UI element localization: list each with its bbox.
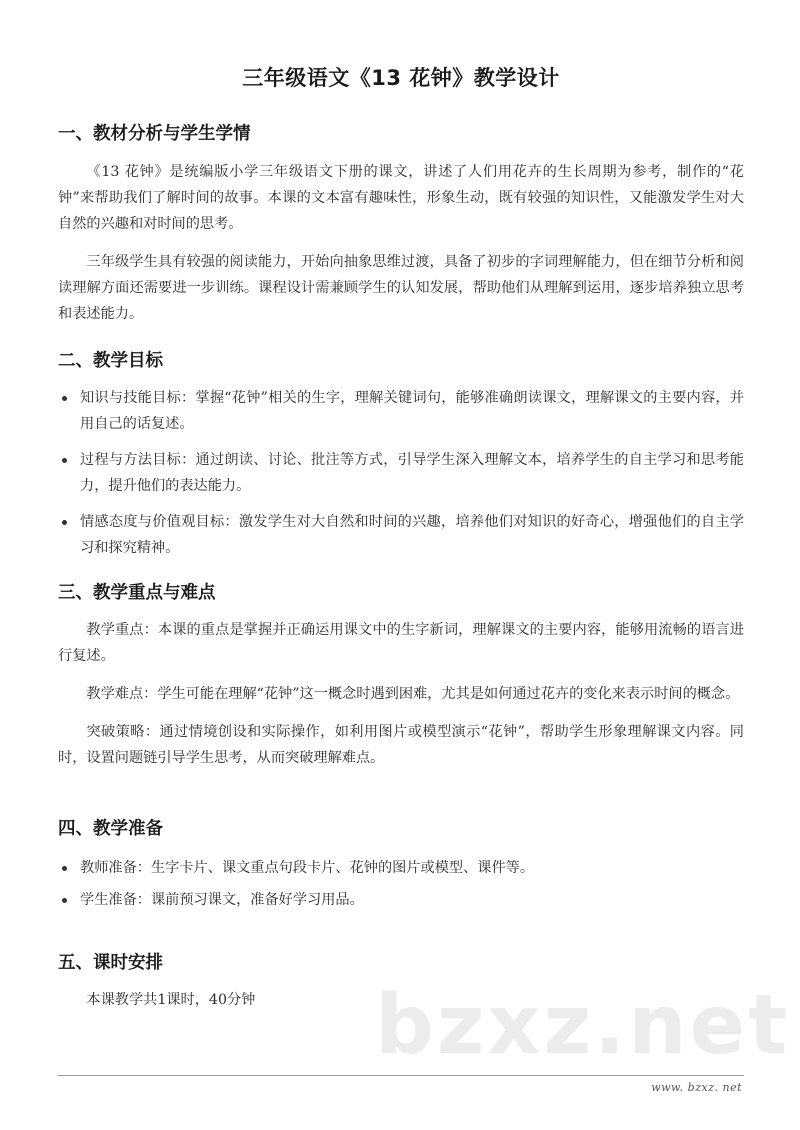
footer-url: www. bzxz. net	[651, 1081, 742, 1094]
list-item	[58, 887, 744, 913]
paragraph: 突破策略：通过情境创设和实际操作，如利用图片或模型演示“花钟”，帮助学生形象理解课文内容。同时，设置问题链引导学生思考，从而突破理解难点。	[58, 724, 744, 766]
list-item	[58, 509, 744, 561]
section-materials-analysis	[58, 122, 744, 327]
footer-divider	[58, 1075, 744, 1076]
paragraph: 教学重点：本课的重点是掌握并正确运用课文中的生字新词，理解课文的主要内容，能够用流畅的语言进行复述。	[58, 622, 744, 664]
section-teaching-goals	[58, 349, 744, 561]
bullet-icon	[62, 898, 67, 903]
goals-list	[58, 385, 744, 561]
list-item	[58, 447, 744, 499]
document-title: 三年级语文《13 花钟》教学设计	[242, 66, 560, 90]
list-item-text: 过程与方法目标：通过朗读、讨论、批注等方式，引导学生深入理解文本，培养学生的自主学习和思考能力，提升他们的表达能力。	[80, 452, 744, 494]
section-preparation	[58, 817, 744, 913]
section-heading: 四、教学准备	[58, 819, 163, 839]
section-heading: 三、教学重点与难点	[58, 583, 216, 603]
bullet-icon	[62, 396, 67, 401]
paragraph: 三年级学生具有较强的阅读能力，开始向抽象思维过渡，具备了初步的字词理解能力，但在细节分析和阅读理解方面还需要进一步训练。课程设计需兼顾学生的认知发展，帮助他们从理解到运用，逐步培养独立思考和表述能力。	[58, 254, 744, 322]
list-item-text: 知识与技能目标：掌握“花钟”相关的生字，理解关键词句，能够准确朗读课文，理解课文的主要内容，并用自己的话复述。	[80, 390, 744, 432]
section-heading: 二、教学目标	[58, 351, 163, 371]
bullet-icon	[62, 458, 67, 463]
list-item	[58, 855, 744, 881]
section-heading: 一、教材分析与学生学情	[58, 124, 251, 144]
preparation-list	[58, 855, 744, 913]
bullet-icon	[62, 866, 67, 871]
list-item-text: 教师准备：生字卡片、课文重点句段卡片、花钟的图片或模型、课件等。	[80, 860, 535, 876]
paragraph: 教学难点：学生可能在理解“花钟”这一概念时遇到困难，尤其是如何通过花卉的变化来表示时间的概念。	[86, 686, 740, 702]
section-heading: 五、课时安排	[58, 953, 163, 973]
list-item	[58, 385, 744, 437]
list-item-text: 情感态度与价值观目标：激发学生对大自然和时间的兴趣，培养他们对知识的好奇心，增强他们的自主学习和探究精神。	[80, 514, 744, 556]
paragraph: 《13 花钟》是统编版小学三年级语文下册的课文，讲述了人们用花卉的生长周期为参考，制作的“花钟”来帮助我们了解时间的故事。本课的文本富有趣味性，形象生动，既有较强的知识性，又能激发学生对大自然的兴趣和对时间的思考。	[58, 164, 744, 232]
bullet-icon	[62, 520, 67, 525]
section-key-points	[58, 581, 744, 771]
watermark: bzxz.net	[375, 978, 791, 1073]
list-item-text: 学生准备：课前预习课文，准备好学习用品。	[80, 892, 364, 908]
paragraph: 本课教学共1课时，40分钟	[86, 992, 256, 1008]
